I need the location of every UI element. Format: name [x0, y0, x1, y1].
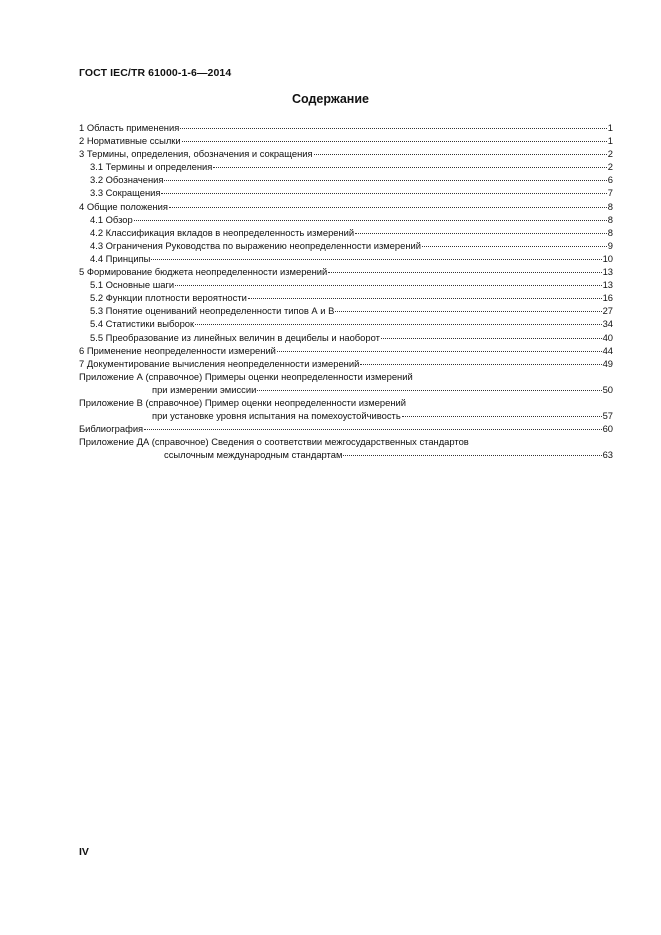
- toc-entry-label: 5.4 Статистики выборок: [90, 318, 195, 330]
- toc-entry-label: 5.5 Преобразование из линейных величин в децибелы и наоборот: [90, 331, 380, 343]
- toc-entry-label: 3.2 Обозначения: [90, 174, 164, 186]
- toc-entry-label: 2 Нормативные ссылки: [79, 135, 181, 147]
- toc-entry-label: 4.3 Ограничения Руководства по выражению неопределенности измерений: [90, 239, 421, 251]
- toc-entry-page: 16: [602, 292, 613, 304]
- toc-entry: [79, 147, 613, 160]
- toc-entry: [79, 134, 613, 147]
- toc-leader-dots: [180, 128, 606, 129]
- toc-entry-label: при установке уровня испытания на помехоустойчивость: [152, 410, 401, 422]
- toc-leader-dots: [175, 285, 601, 286]
- toc-entry-page: 7: [607, 187, 613, 199]
- toc-entry: [79, 317, 613, 330]
- toc-entry: [79, 357, 613, 370]
- toc-entry-page: 8: [607, 213, 613, 225]
- toc-leader-dots: [402, 416, 602, 417]
- toc-entry-page: 1: [607, 122, 613, 133]
- toc-entry-page: 6: [607, 174, 613, 186]
- toc-entry-page: 8: [607, 226, 613, 238]
- toc-entry-label: 3 Термины, определения, обозначения и сокращения: [79, 148, 313, 160]
- toc-leader-dots: [257, 390, 601, 391]
- toc-leader-dots: [422, 246, 607, 247]
- toc-entry: [79, 186, 613, 199]
- toc-entry-page: 13: [602, 266, 613, 278]
- toc-entry-label: 4.1 Обзор: [90, 213, 133, 225]
- toc-entry: [79, 331, 613, 344]
- page-number: IV: [79, 846, 89, 858]
- toc-entry-label: 3.1 Термины и определения: [90, 161, 213, 173]
- toc-entry: [79, 278, 613, 291]
- toc-entry-page: 1: [607, 135, 613, 147]
- toc-entry: [79, 252, 613, 265]
- toc-entry-label: 5.1 Основные шаги: [90, 279, 175, 291]
- toc-entry-page: 27: [602, 305, 613, 317]
- toc-leader-dots: [314, 154, 607, 155]
- toc-entry-label: 4.4 Принципы: [90, 252, 151, 264]
- toc-entry-label: 7 Документирование вычисления неопределенности измерений: [79, 357, 360, 369]
- toc-leader-dots: [151, 259, 601, 260]
- toc-entry-label: 3.3 Сокращения: [90, 187, 161, 199]
- toc-leader-dots: [144, 429, 601, 430]
- toc-entry: [79, 396, 613, 409]
- toc-entry: [79, 422, 613, 435]
- toc-leader-dots: [213, 167, 606, 168]
- toc-entry-page: 8: [607, 200, 613, 212]
- toc-leader-dots: [182, 141, 607, 142]
- toc-entry: [79, 226, 613, 239]
- toc-leader-dots: [343, 455, 601, 456]
- toc-leader-dots: [164, 180, 606, 181]
- toc-leader-dots: [328, 272, 601, 273]
- toc-entry-page: 50: [602, 383, 613, 395]
- toc-entry-label: Приложение А (справочное) Примеры оценки неопределенности измерений: [79, 370, 413, 382]
- page-title: Содержание: [291, 92, 369, 106]
- toc-leader-dots: [161, 193, 606, 194]
- toc-entry-page: 10: [602, 252, 613, 264]
- toc-entry-page: 63: [602, 449, 613, 461]
- document-header: ГОСТ IEC/TR 61000-1-6—2014: [79, 67, 232, 79]
- table-of-contents: [79, 121, 613, 461]
- toc-entry-label: Приложение В (справочное) Пример оценки неопределенности измерений: [79, 396, 406, 408]
- toc-entry-page: 60: [602, 423, 613, 435]
- toc-entry-page: 2: [607, 148, 613, 160]
- toc-entry: [79, 239, 613, 252]
- toc-entry: [79, 304, 613, 317]
- toc-entry-page: 13: [602, 279, 613, 291]
- toc-entry-label: Приложение ДА (справочное) Сведения о соответствии межгосударственных стандартов: [79, 436, 469, 448]
- toc-entry-label: 4.2 Классификация вкладов в неопределенность измерений: [90, 226, 355, 238]
- toc-entry: [79, 370, 613, 383]
- toc-leader-dots: [335, 311, 601, 312]
- toc-entry-page: 49: [602, 357, 613, 369]
- toc-entry: [79, 291, 613, 304]
- toc-entry-page: 34: [602, 318, 613, 330]
- toc-entry-page: 44: [602, 344, 613, 356]
- toc-entry: [79, 448, 613, 461]
- toc-leader-dots: [195, 324, 601, 325]
- toc-leader-dots: [360, 364, 601, 365]
- toc-leader-dots: [355, 233, 607, 234]
- toc-entry: [79, 160, 613, 173]
- toc-entry: [79, 200, 613, 213]
- toc-entry-label: ссылочным международным стандартам: [164, 449, 343, 461]
- toc-entry: [79, 383, 613, 396]
- toc-entry: [79, 121, 613, 134]
- toc-leader-dots: [381, 338, 602, 339]
- toc-entry-label: 5 Формирование бюджета неопределенности измерений: [79, 266, 328, 278]
- toc-entry: [79, 435, 613, 448]
- toc-entry-label: 6 Применение неопределенности измерений: [79, 344, 276, 356]
- toc-leader-dots: [248, 298, 602, 299]
- toc-entry-label: Библиография: [79, 423, 144, 435]
- toc-entry-label: 4 Общие положения: [79, 200, 168, 212]
- toc-entry: [79, 173, 613, 186]
- toc-entry-label: 1 Область применения: [79, 122, 180, 133]
- toc-entry: [79, 213, 613, 226]
- toc-leader-dots: [277, 351, 602, 352]
- toc-entry: [79, 344, 613, 357]
- toc-leader-dots: [134, 220, 607, 221]
- toc-entry-page: 2: [607, 161, 613, 173]
- toc-entry-page: 40: [602, 331, 613, 343]
- toc-entry: [79, 265, 613, 278]
- toc-entry-page: 57: [602, 410, 613, 422]
- toc-entry-label: 5.3 Понятие оцениваний неопределенности типов А и В: [90, 305, 335, 317]
- toc-leader-dots: [169, 207, 607, 208]
- toc-entry: [79, 409, 613, 422]
- toc-entry-label: при измерении эмиссии: [152, 383, 257, 395]
- toc-entry-label: 5.2 Функции плотности вероятности: [90, 292, 247, 304]
- toc-entry-page: 9: [607, 239, 613, 251]
